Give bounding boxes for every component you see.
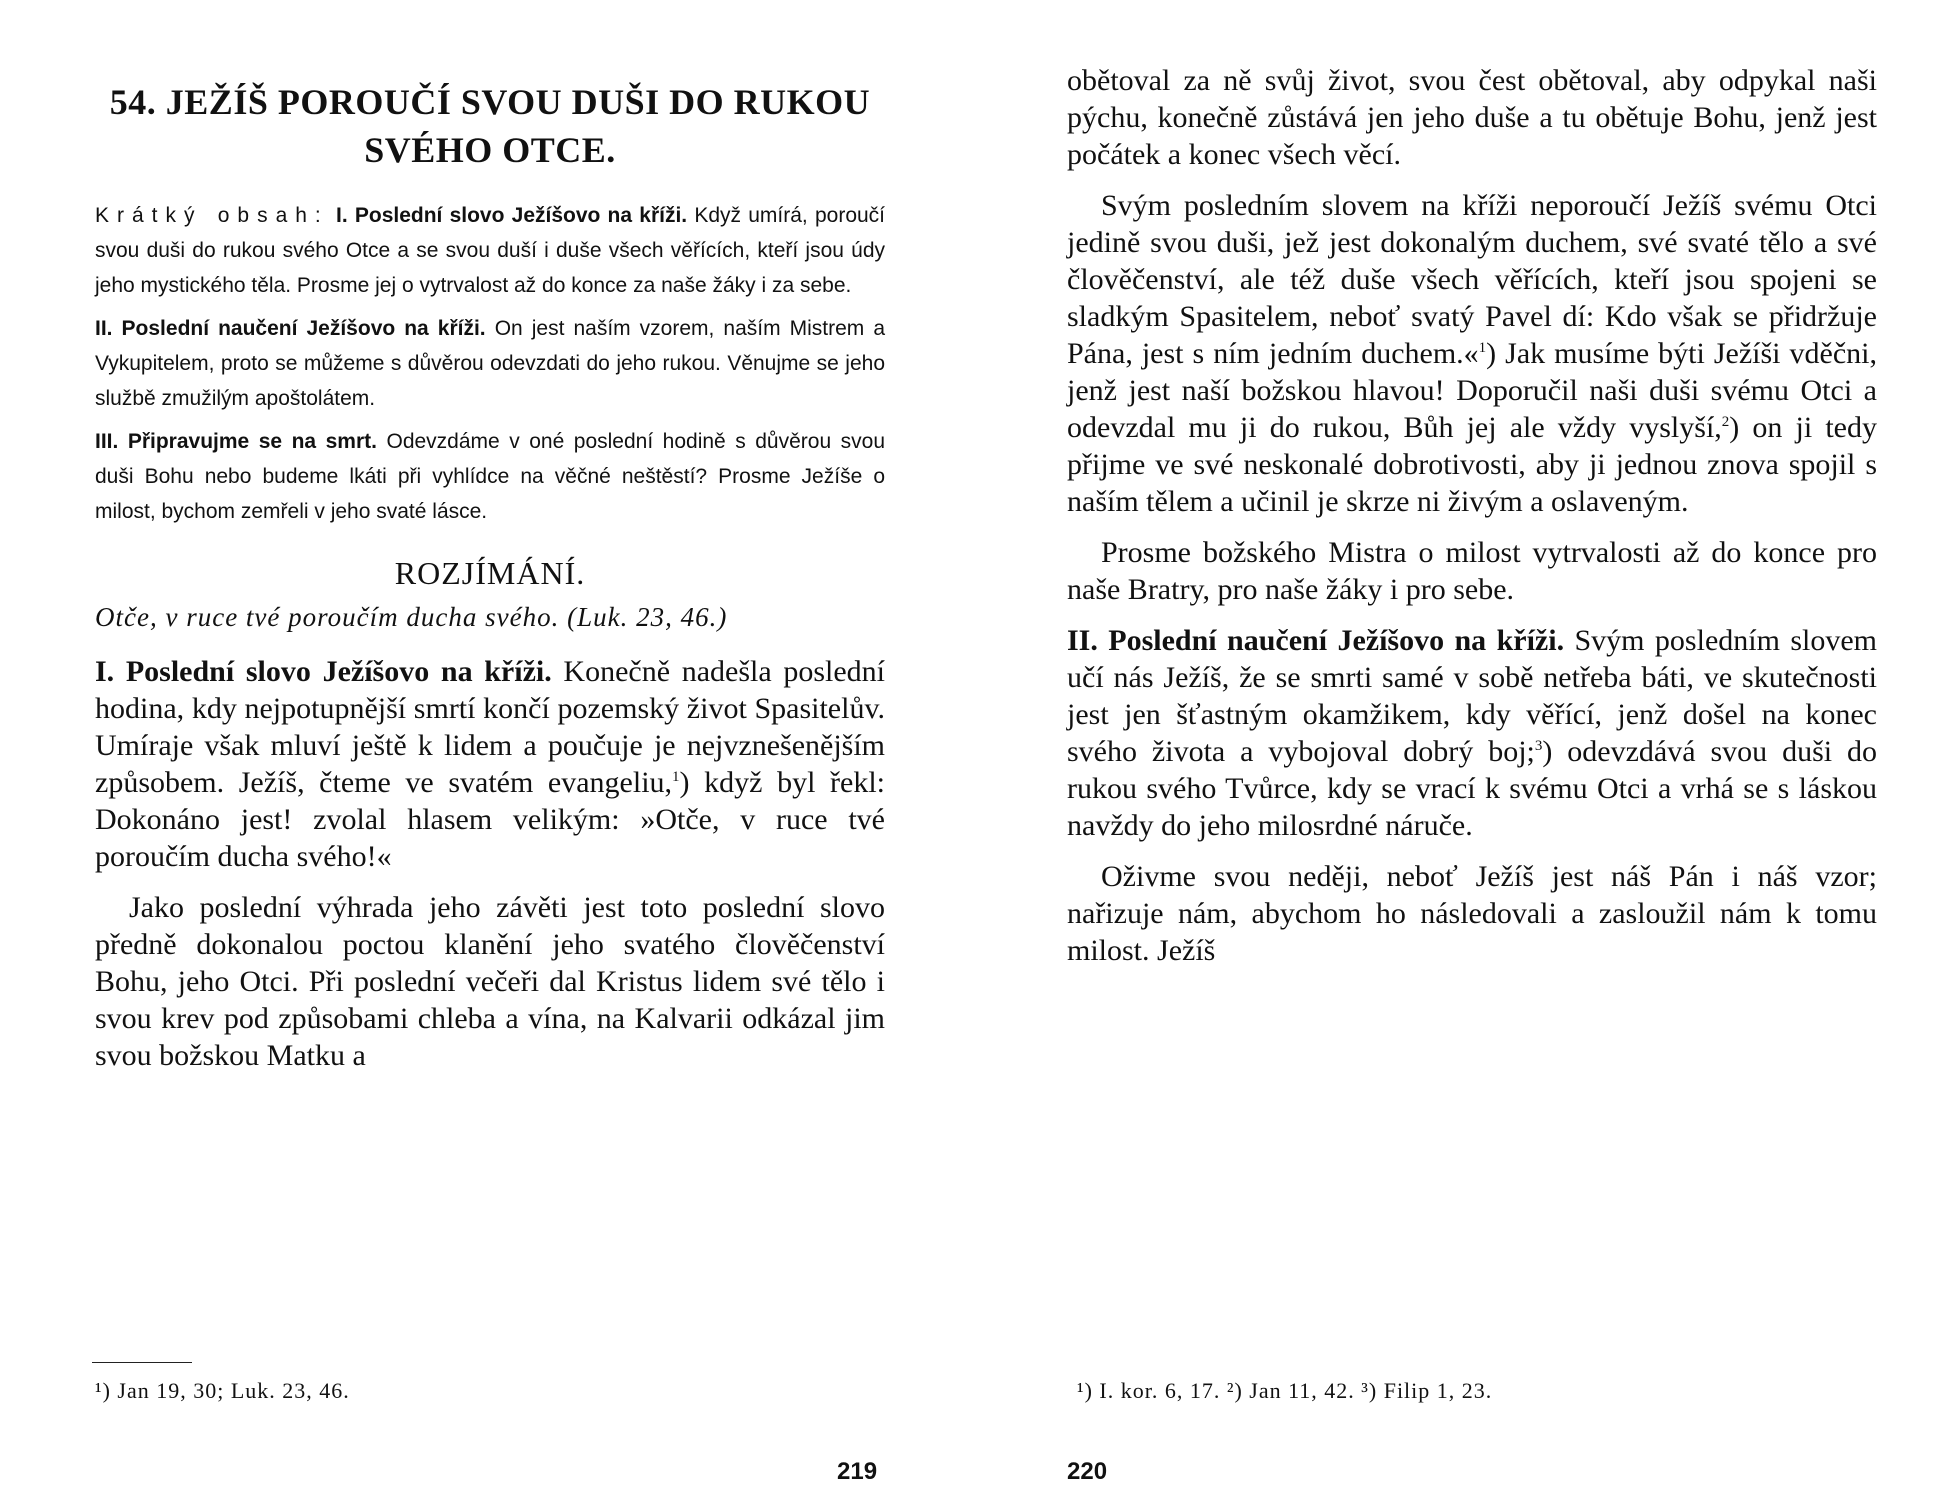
footnote-marker: 1 (672, 769, 680, 785)
summary-point-3 (95, 424, 885, 529)
summary-point-1 (95, 198, 885, 303)
right-body-text (1067, 62, 1877, 969)
summary-3-head: III. Připravujme se na smrt. (95, 430, 377, 453)
paragraph-text: ) odevzdává svou duši do rukou svého Tvůrce, kdy se vrací k svému Otci a vrhá se s láskou navždy do jeho milosrdné náruče. (1067, 735, 1877, 842)
section-2-heading: II. Poslední naučení Ježíšovo na kříži. (1067, 624, 1565, 657)
summary-2-text: On jest naším vzorem, naším Mistrem a Vykupitelem, proto se můžeme s důvěrou odevzdati do jeho rukou. Věnujme se jeho službě zmužilým apoštolátem. (95, 317, 885, 410)
paragraph-text: ) Jak musíme býti Ježíši vděčni, jenž jest naší božskou hlavou! Doporučil naši duši svému Otci a odevzdal mu ji do rukou, Bůh jej ale vždy vyslyší, (1067, 337, 1877, 444)
footnote-marker: 1 (1478, 340, 1487, 356)
paragraph: obětoval za ně svůj život, svou čest obětoval, aby odpykal naši pýchu, konečně zůstává jen jeho duše a tu obětuje Bohu, jenž jest počátek a konec všech věcí. (1067, 64, 1877, 171)
footnote-marker: 2 (1721, 414, 1730, 430)
summary-point-2 (95, 311, 885, 416)
chapter-title: 54. JEŽÍŠ POROUČÍ SVOU DUŠI DO RUKOU SVÉHO OTCE. (109, 82, 871, 170)
page-number: 220 (1067, 1458, 1108, 1485)
summary-2-head: II. Poslední naučení Ježíšovo na kříži. (95, 317, 486, 340)
left-page (95, 0, 885, 1500)
footnote-marker: 3 (1534, 738, 1543, 754)
paragraph (1067, 187, 1877, 520)
left-body-text (95, 653, 885, 1074)
footnotes: ¹) Jan 19, 30; Luk. 23, 46. (95, 1378, 350, 1403)
page-number: 219 (837, 1458, 878, 1485)
summary-3-text: Odevzdáme v oné poslední hodině s důvěrou svou duši Bohu nebo budeme lkáti při vyhlídce na věčné neštěstí? Prosme Ježíše o milost, bychom zemřeli v jeho svaté lásce. (95, 430, 885, 523)
footnote-divider (92, 1362, 192, 1363)
footnotes: ¹) I. kor. 6, 17. ²) Jan 11, 42. ³) Filip 1, 23. (1077, 1378, 1493, 1403)
paragraph (1067, 622, 1877, 844)
summary-1-text: Když umírá, poroučí svou duši do rukou svého Otce a se svou duší i duše všech věřících, kteří jsou údy jeho mystického těla. Prosme jej o vytrvalost až do konce za naše žáky i za sebe. (95, 204, 886, 297)
meditation-heading: ROZJÍMÁNÍ. (394, 555, 586, 591)
paragraph: Oživme svou neději, neboť Ježíš jest náš Pán i náš vzor; nařizuje nám, abychom ho následovali a zasloužil nám k tomu milost. Ježíš (1067, 860, 1877, 967)
motto: Otče, v ruce tvé poroučím ducha svého. (Luk. 23, 46.) (95, 602, 728, 632)
paragraph: Jako poslední výhrada jeho závěti jest toto poslední slovo předně dokonalou poctou klanění jeho svatého člověčenství Bohu, jeho Otci. Při poslední večeři dal Kristus lidem své tělo i svou krev pod způsobami chleba a vína, na Kalvarii odkázal jim svou božskou Matku a (95, 891, 885, 1072)
chapter-summary (95, 198, 885, 529)
paragraph (95, 653, 885, 875)
section-1-heading: I. Poslední slovo Ježíšovo na kříži. (95, 655, 552, 688)
paragraph-text: ) když byl řekl: Dokonáno jest! zvolal hlasem velikým: »Otče, v ruce tvé poroučím ducha svého!« (95, 766, 885, 873)
paragraph-text: Svým posledním slovem učí nás Ježíš, že se smrti samé v sobě netřeba báti, ve skutečnosti jest jen šťastným okamžikem, kdy věřící, jenž došel na konec svého života a vybojoval dobrý boj; (1067, 624, 1877, 768)
paragraph-text: Svým posledním slovem na kříži neporoučí Ježíš svému Otci jedině svou duši, jež jest dokonalým duchem, své svaté tělo a své člověčenství, ale též duše všech věřících, kteří jsou spojeni se sladkým Spasitelem, neboť svatý Pavel dí: Kdo však se přidržuje Pána, jest s ním jedním duchem.« (1067, 189, 1877, 370)
summary-label: Krátký obsah: (95, 204, 329, 227)
right-page (1067, 0, 1877, 1500)
paragraph: Prosme božského Mistra o milost vytrvalosti až do konce pro naše Bratry, pro naše žáky i pro sebe. (1067, 536, 1877, 606)
paragraph-text: Konečně nadešla poslední hodina, kdy nejpotupnější smrtí končí pozemský život Spasitelův. Umíraje však mluví ještě k lidem a poučuje je nejvznešenějším způsobem. Ježíš, čteme ve svatém evangeliu, (95, 655, 886, 799)
paragraph-text: ) on ji tedy přijme ve své neskonalé dobrotivosti, aby ji jednou znova spojil s naším tělem a učinil je skrze ni živým a oslaveným. (1067, 411, 1877, 518)
summary-1-head: I. Poslední slovo Ježíšovo na kříži. (336, 204, 688, 227)
